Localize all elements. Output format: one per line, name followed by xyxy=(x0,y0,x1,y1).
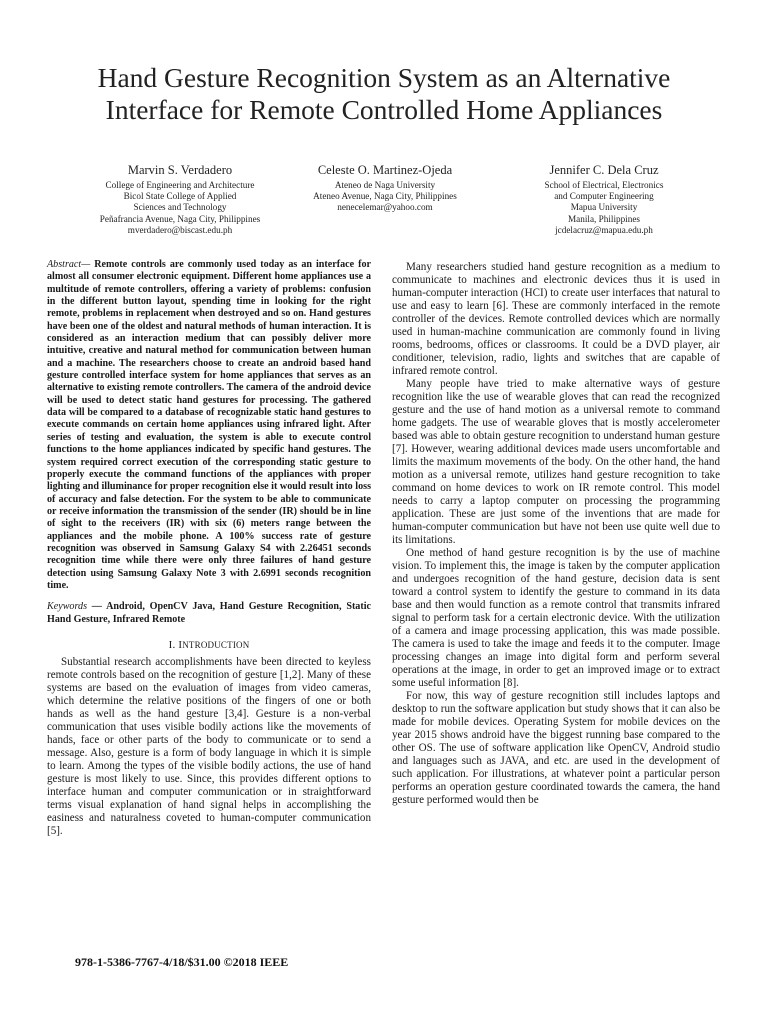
body-paragraph: One method of hand gesture recognition is by the use of machine vision. To implement this, the image is taken by the computer application and undergoes recognition of the hand gesture, decision data is sent toward a control system to identify the gesture to command in its data base and then would function as a remote control that transmits infrared signal to perform task for a certain electronic device. With the utilization of a camera and image processing application, this was made possible. The camera is used to take the image and feeds it to the computer. Image processing changes an image into digital form and perform several operations at the image, in order to get an improved image or to extract some useful information [8]. xyxy=(392,547,720,689)
left-column xyxy=(47,259,371,838)
keywords-text: — Android, OpenCV Java, Hand Gesture Recognition, Static Hand Gesture, Infrared Remote xyxy=(47,601,371,625)
abstract-text: Remote controls are commonly used today as an interface for almost all consumer electronic equipment. Different home appliances use a multitude of remote controllers, offering a variety of problems: confusion in the different button layout, spending time in looking for the right remote, problems in replacement when destroyed and so on. Hand gestures have been one of the oldest and natural methods of human interaction. It is considered as an interaction medium that can possibly deliver more intuitive, creative and natural method for communication between human and a machine. The researchers choose to create an android based hand gesture controlled interface system for home appliances that serves as an alternative to existing remote controllers. The camera of the android device will be used to detect static hand gestures for processing. The gathered data will be compared to a database of recognizable static hand gestures to execute commands on certain home appliances using infrared light. After series of testing and evaluation, the system is able to execute control functions to the home appliances indicated by specific hand gestures. The system required correct execution of the corresponding static gesture to properly execute the command functions of the appliances with proper lighting and illuminance for proper recognition else it would result into loss of accuracy and false detection. For the system to be able to communicate or receive information the transmission of the sender (IR) should be in line of sight to the receivers (IR) with six (6) meters range between the appliances and the mobile phone. A 100% success rate of gesture recognition was observed in Samsung Galaxy S4 with 2.26451 seconds recognition time while there were only three failures of hand gesture detection using Samsung Galaxy Note 3 with 2.6991 seconds recognition time. xyxy=(47,259,371,591)
section-heading xyxy=(47,639,371,652)
author-block-1 xyxy=(55,162,305,236)
author-name: Marvin S. Verdadero xyxy=(127,163,233,177)
author-block-3 xyxy=(490,162,718,236)
abstract xyxy=(47,259,371,592)
title-line-1: Hand Gesture Recognition System as an Alternative xyxy=(97,62,671,93)
body-paragraph: For now, this way of gesture recognition still includes laptops and desktop to run the software application but study shows that it can also be made for mobile devices. Operating System for mobile devices on the year 2015 shows android have the biggest running base compared to the other OS. The use of software application like OpenCV, Android studio and languages such as JAVA, and etc. are used in the development of such application. For illustrations, at whatever point a particular person performs an operation gesture coordinated towards the camera, the hand gesture performed would then be xyxy=(392,690,720,806)
author-affiliation: Sciences and Technology xyxy=(133,202,227,213)
author-affiliation: and Computer Engineering xyxy=(554,191,654,202)
author-block-2 xyxy=(280,162,490,214)
author-name: Jennifer C. Dela Cruz xyxy=(549,163,659,177)
body-paragraph: Substantial research accomplishments have been directed to keyless remote controls based on the recognition of gesture [1,2]. Many of these systems are based on the evaluation of images from video cameras, which determine the relative positions of the fingers of one or both hands as well as the hand gesture [3,4]. Gesture is a non-verbal communication that uses visible bodily actions like the movements of hands, face or other parts of the body to communicate or to send a message. Also, gesture is a form of body language in which it is simple to learn. Among the types of the visible bodily actions, the use of hand gesture is most likely to use. Since, this provides different options to interface human and computer communication or in straightforward terms visual explanation of hand signal helps in accomplishing the easiness and naturalness coveted to human-computer communication [5]. xyxy=(47,656,371,838)
section-title-rest: NTRODUCTION xyxy=(182,640,250,651)
author-email: mverdadero@biscast.edu.ph xyxy=(127,224,233,235)
author-name: Celeste O. Martinez-Ojeda xyxy=(317,163,453,177)
body-paragraph: Many researchers studied hand gesture recognition as a medium to communicate to machines and electronic devices thus it is used in human-computer interaction (HCI) to create user interfaces that natural to use and easy to learn [6]. These are commonly interfaced in the remote controller of the devices. Remote controlled devices which are normally used in human-machine communication are commonly found in living rooms, bedrooms, offices or classrooms. It could be a DVD player, air conditioner, television, radio, lights and switches that are capable of infrared remote control. xyxy=(392,261,720,377)
body-paragraph: Many people have tried to make alternative ways of gesture recognition like the use of wearable gloves that can read the recognized gesture and the use of hand motion as a universal remote to command home gadgets. The use of wearable gloves that is mostly accelerometer based was able to obtain gesture recognition to understand human gesture [7]. However, wearing additional devices made users uncomfortable and limits the maximum movements of the body. On the other hand, the hand motion as a universal remote, utilizes hand gesture recognition to take command on home devices to work on IR remote control. This model needs to carry a laptop computer on processing the programming application. These are just some of the inventions that are made for human-computer communication but have not been use quite well due to its limitations. xyxy=(392,378,720,546)
title-line-2: Interface for Remote Controlled Home Appliances xyxy=(105,94,663,125)
author-email: nenecelemar@yahoo.com xyxy=(337,202,433,213)
author-affiliation: School of Electrical, Electronics xyxy=(544,180,664,190)
keywords xyxy=(47,601,371,626)
keywords-label: Keywords xyxy=(47,601,88,613)
author-address: Manila, Philippines xyxy=(568,213,640,224)
paper-title xyxy=(40,62,728,126)
author-affiliation: Mapua University xyxy=(570,202,638,213)
author-address: Ateneo Avenue, Naga City, Philippines xyxy=(313,191,457,202)
author-affiliation: Bicol State College of Applied xyxy=(123,191,237,202)
right-column xyxy=(392,261,720,807)
author-affiliation: College of Engineering and Architecture xyxy=(105,180,255,190)
section-numeral: I. I xyxy=(168,639,183,652)
author-affiliation: Ateneo de Naga University xyxy=(334,180,436,190)
author-email: jcdelacruz@mapua.edu.ph xyxy=(555,224,653,235)
abstract-label: Abstract— xyxy=(47,259,91,270)
author-address: Peñafrancia Avenue, Naga City, Philippines xyxy=(99,213,261,224)
copyright-footer: 978-1-5386-7767-4/18/$31.00 ©2018 IEEE xyxy=(75,955,289,969)
